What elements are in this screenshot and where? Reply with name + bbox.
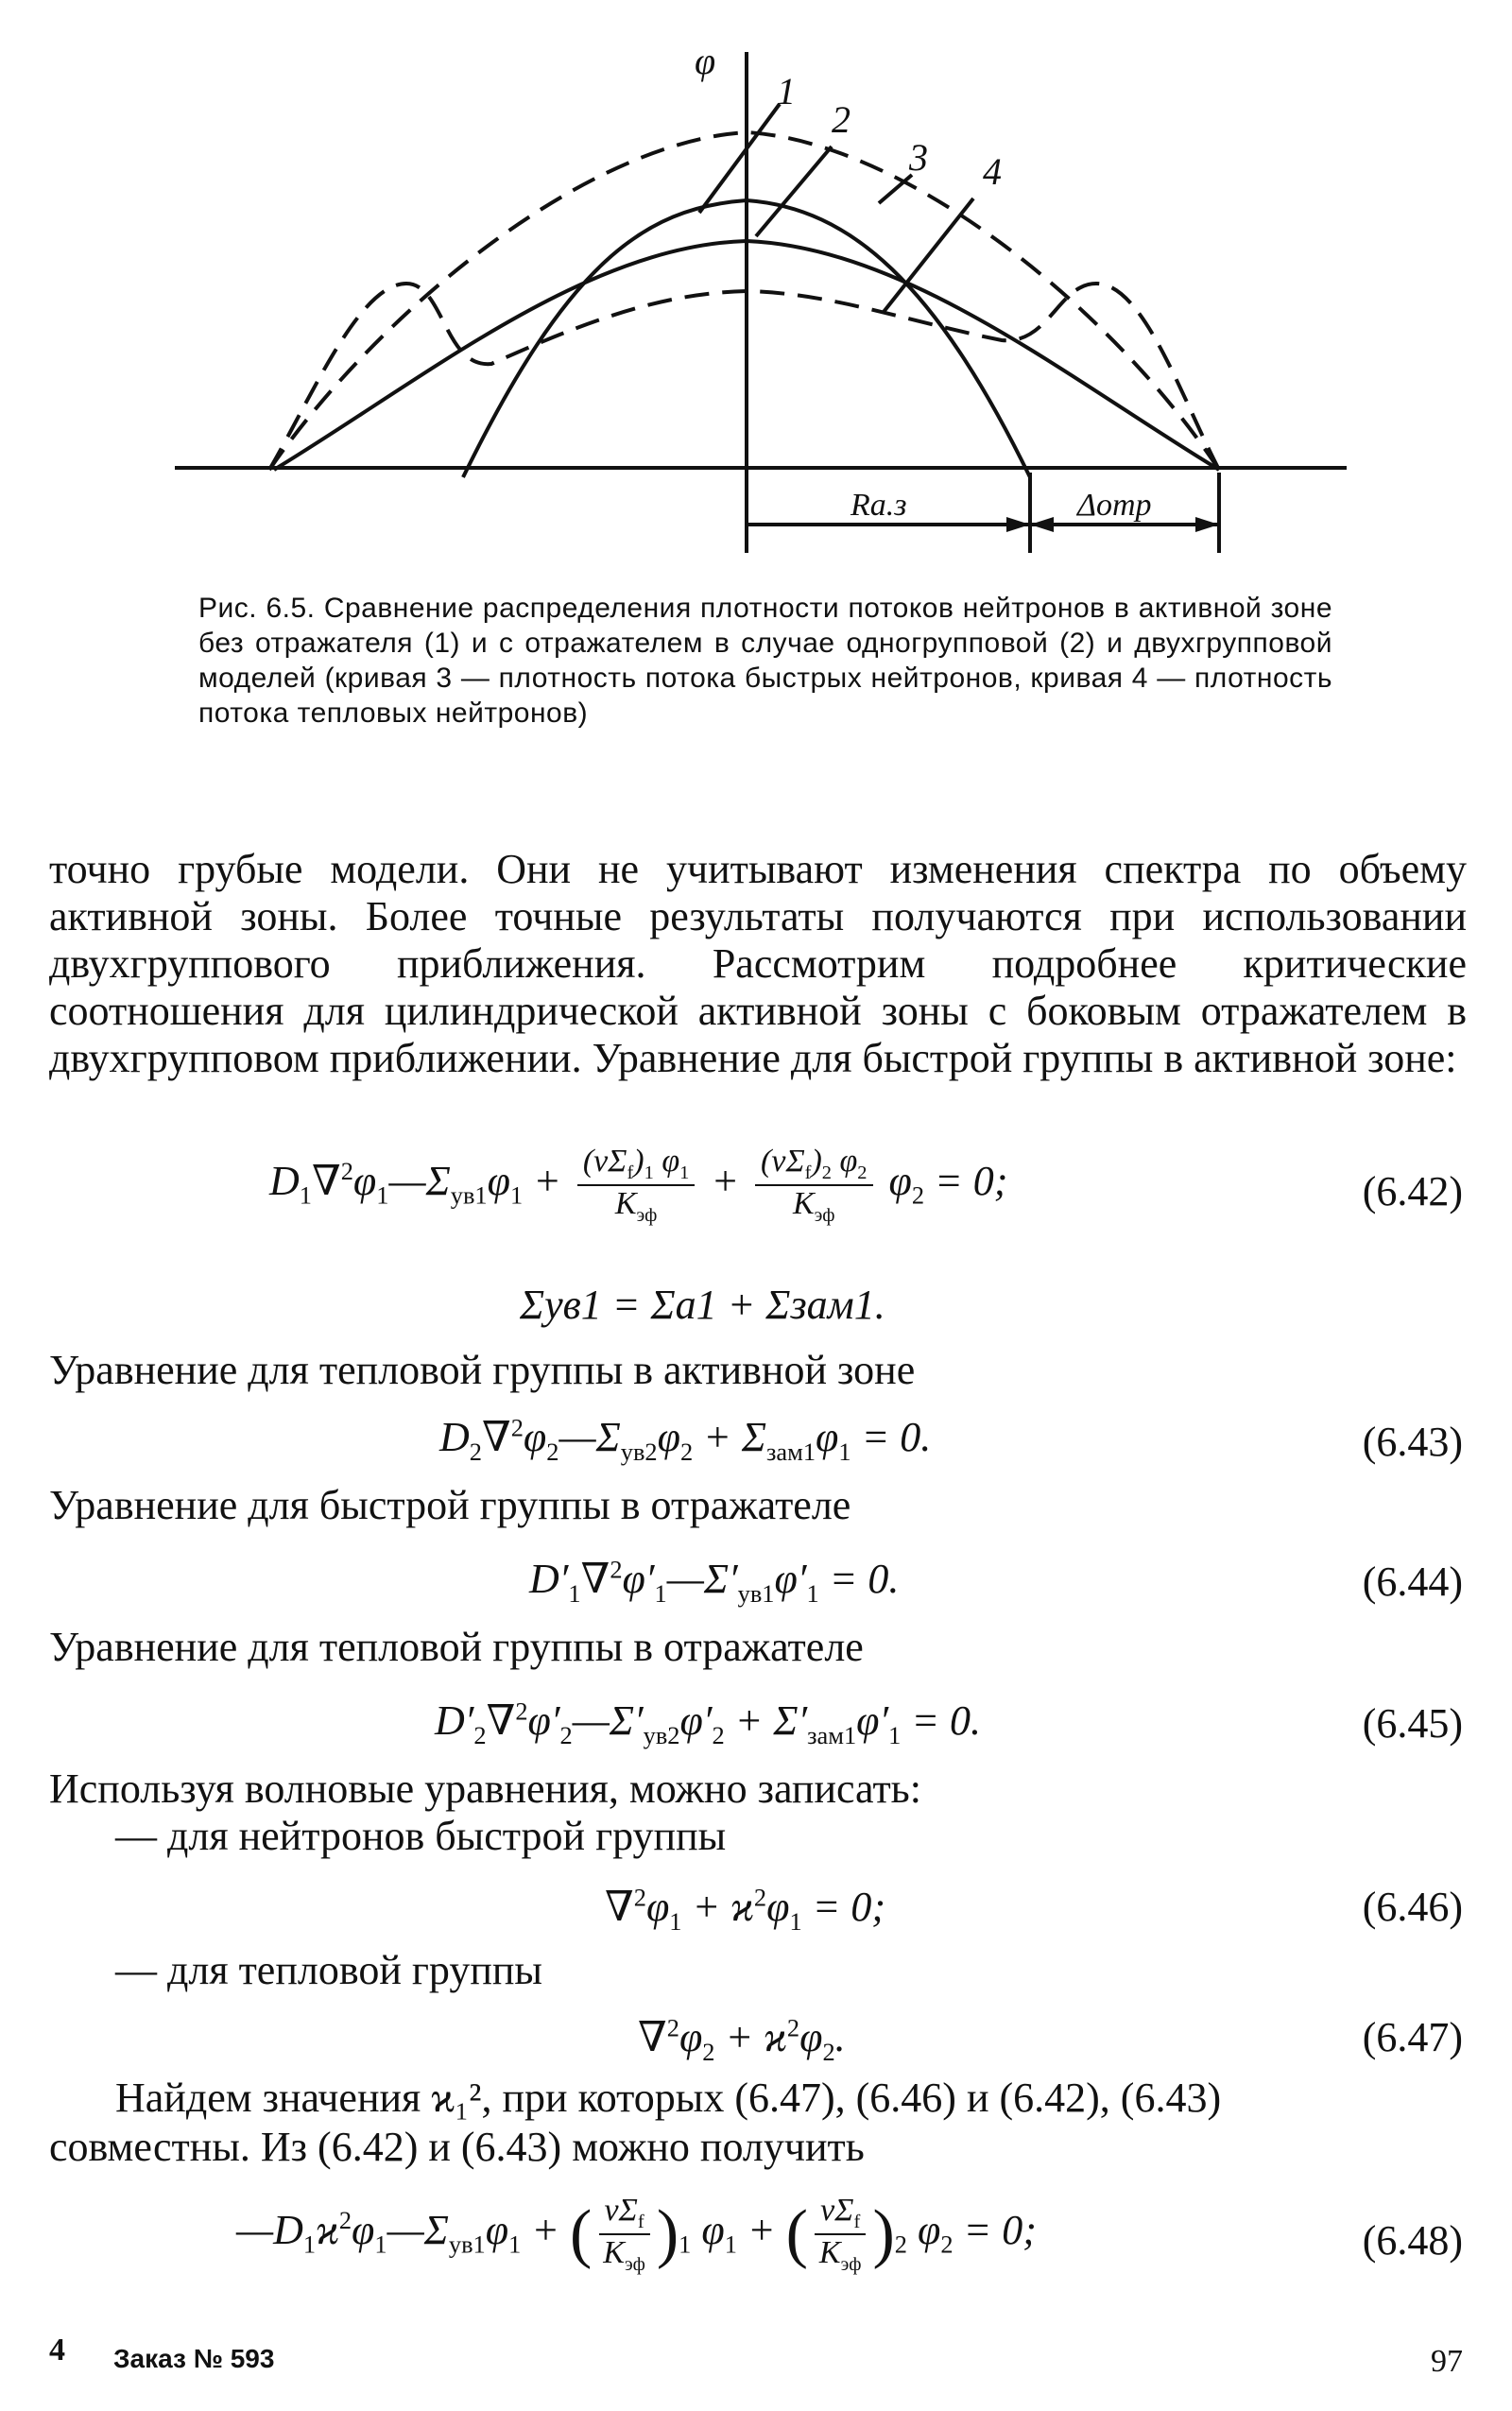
- equation-number-6-47: (6.47): [1362, 2014, 1463, 2060]
- line-thermal-core: Уравнение для тепловой группы в активной зоне: [49, 1347, 916, 1393]
- equation-6-45: $D'_2\nabla^2\varphi'_2—\Sigma'_{ув2}\varphi'_2 + \Sigma'_{зам1}\varphi'_1 = 0$.: [435, 1696, 982, 1749]
- line-fast-group: — для нейтронов быстрой группы: [115, 1813, 727, 1859]
- equation-number-6-42: (6.42): [1362, 1168, 1463, 1214]
- curve-3: [269, 132, 1219, 470]
- equation-number-6-43: (6.43): [1362, 1419, 1463, 1465]
- curve-label-2: 2: [832, 98, 850, 141]
- neutron-flux-figure: [0, 0, 1512, 567]
- equation-6-44: $D'_1\nabla^2\varphi'_1—\Sigma'_{ув1}\varphi'_1 = 0$.: [529, 1555, 900, 1608]
- equation-6-43: $D_2\nabla^2\varphi_2—\Sigma_{ув2}\varphi_2 + \Sigma_{зам1}\varphi_1 = 0$.: [439, 1413, 932, 1466]
- line-thermal-reflector: Уравнение для тепловой группы в отражателе: [49, 1624, 864, 1670]
- dim-arrow-3: [1195, 517, 1219, 532]
- footer-order: Заказ № 593: [113, 2344, 275, 2373]
- dim-label-reflector: Δотр: [1077, 488, 1152, 523]
- equation-6-42-aux: Σув1 = Σa1 + Σзам1.: [520, 1282, 885, 1328]
- line-wave-equations: Используя волновые уравнения, можно записать:: [49, 1765, 921, 1812]
- equation-6-47: $\nabla^2\varphi_2 + ϰ^2\varphi_2$.: [638, 2013, 846, 2066]
- curve-label-3: 3: [909, 136, 928, 179]
- line-fast-reflector: Уравнение для быстрой группы в отражателе: [49, 1482, 851, 1528]
- line-thermal-group: — для тепловой группы: [115, 1947, 542, 1993]
- paragraph-1: точно грубые модели. Они не учитывают изменения спектра по объему активной зоны. Более точные результаты получаются при использовании двухгруппового приближения. Рассмотрим подробнее критические соотношения для цилиндрической активной зоны с боковым отражателем в двухгрупповом приближении. Уравнение для быстрой группы в активной зоне:: [49, 846, 1467, 1081]
- page-number: 97: [1431, 2344, 1463, 2379]
- curve-label-4: 4: [983, 150, 1002, 193]
- leader-2: [756, 146, 832, 236]
- dim-label-radius: Rа.з: [850, 488, 907, 523]
- footer-signature-number: 4: [49, 2333, 65, 2368]
- dim-arrow-2: [1030, 517, 1054, 532]
- axis-label-phi: φ: [695, 40, 716, 82]
- line-find-values: Найдем значения ϰ₁², при которых (6.47), (6.46) и (6.42), (6.43): [115, 2075, 1222, 2121]
- equation-number-6-44: (6.44): [1362, 1559, 1463, 1605]
- figure-caption: Рис. 6.5. Сравнение распределения плотности потоков нейтронов в активной зоне без отражателя (1) и с отражателем в случае одногрупповой (2) и двухгрупповой моделей (кривая 3 — плотность потока быстрых нейтронов, кривая 4 — плотность потока тепловых нейтронов): [198, 593, 1332, 729]
- leader-1: [699, 104, 780, 213]
- equation-6-42: $D_1\nabla^2\varphi_1—\Sigma_{ув1}\varphi_1$ + $\frac{(\nu\Sigma_f)_1 \varphi_1}{K_{эф}}$ + $\frac{(\nu\Sigma_f)_2 \varphi_2}{K_{эф}}$ $\varphi_2 = 0$;: [269, 1144, 1008, 1226]
- dim-arrow-1: [1006, 517, 1030, 532]
- equation-number-6-45: (6.45): [1362, 1700, 1463, 1747]
- equation-number-6-46: (6.46): [1362, 1884, 1463, 1930]
- equation-6-46: $\nabla^2\varphi_1 + ϰ^2\varphi_1 = 0$;: [605, 1883, 885, 1936]
- curve-label-1: 1: [777, 70, 796, 112]
- line-compatible: совместны. Из (6.42) и (6.43) можно получить: [49, 2124, 865, 2170]
- equation-6-48: $—D_1ϰ^2\varphi_1—\Sigma_{ув1}\varphi_1$ + ( $\frac{\nu\Sigma_f}{K_{эф}}$ )$_1$ $\varphi_1$ + ( $\frac{\nu\Sigma_f}{K_{эф}}$ )$_2$ $\varphi_2 = 0$;: [236, 2193, 1037, 2275]
- equation-number-6-48: (6.48): [1362, 2217, 1463, 2264]
